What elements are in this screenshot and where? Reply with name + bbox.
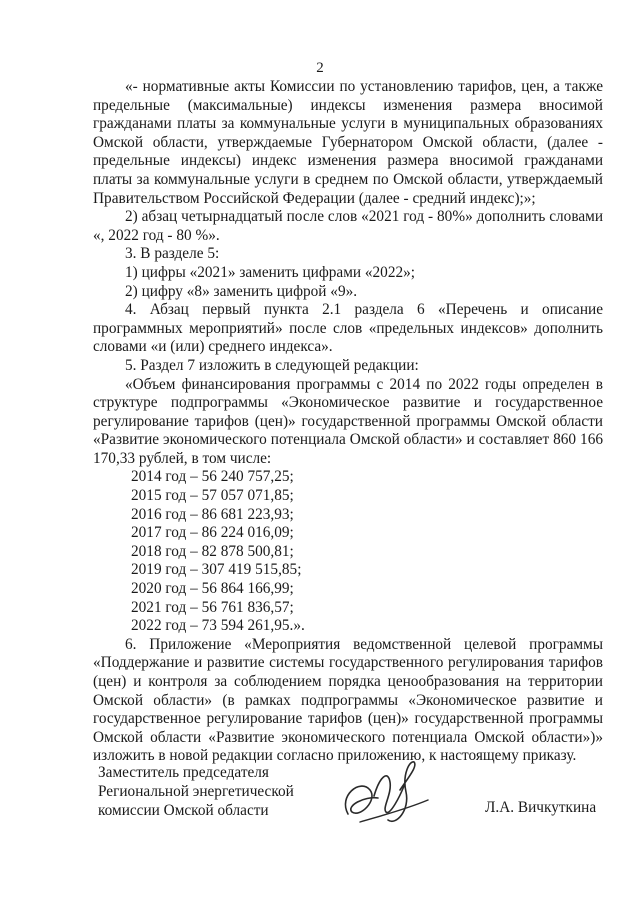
paragraph-funding-volume: «Объем финансирования программы с 2014 по 2022 годы определен в структуре подпрограммы «Экономическое развитие и государственное регулирование тарифов (цен)» государственной программы Омской области «Развитие экономического потенциала Омской области» и составляет 860 166 170,33 рублей, в том числе: — [93, 375, 603, 467]
document-body — [93, 78, 603, 766]
funding-year-item: 2022 год – 73 594 261,95.». — [131, 617, 305, 635]
signatory-title — [98, 763, 294, 820]
handwritten-signature — [330, 756, 440, 840]
funding-year-item: 2015 год – 57 057 071,85; — [131, 487, 294, 505]
funding-year-item: 2016 год – 86 681 223,93; — [131, 505, 294, 523]
funding-year-item: 2021 год – 56 761 836,57; — [131, 598, 294, 616]
paragraph-section-5-item-1: 1) цифры «2021» заменить цифрами «2022»; — [125, 263, 416, 281]
paragraph-amendment-2: 2) абзац четырнадцатый после слов «2021 год - 80%» дополнить словами «, 2022 год - 80 %». — [93, 208, 603, 244]
funding-year-item: 2020 год – 56 864 166,99; — [131, 580, 294, 598]
signatory-title-line: комиссии Омской области — [98, 802, 269, 819]
paragraph-section-6: 4. Абзац первый пункта 2.1 раздела 6 «Перечень и описание программных мероприятий» после слов «предельных индексов» дополнить словами «и (или) среднего индекса». — [93, 301, 603, 356]
paragraph-section-5-item-2: 2) цифру «8» заменить цифрой «9». — [125, 282, 358, 300]
signatory-name: Л.А. Вичкуткина — [485, 799, 597, 816]
paragraph-appendix: 6. Приложение «Мероприятия ведомственной целевой программы «Поддержание и развитие системы государственного регулирования тарифов (цен) и контроля за соблюдением порядка ценообразования на территории Омской области» (в рамках подпрограммы «Экономическое развитие и государственное регулирование тарифов (цен)» государственной программы Омской области «Развитие экономического потенциала Омской области»)» изложить в новой редакции согласно приложению, к настоящему приказу. — [93, 635, 603, 765]
funding-by-year-list — [93, 468, 603, 635]
funding-year-item: 2014 год – 56 240 757,25; — [131, 468, 294, 486]
paragraph-section-5: 3. В разделе 5: — [125, 245, 220, 263]
signatory-title-line: Региональной энергетической — [98, 783, 294, 800]
signatory-title-line: Заместитель председателя — [98, 764, 269, 781]
funding-year-item: 2017 год – 86 224 016,09; — [131, 524, 294, 542]
paragraph-normative-acts: «- нормативные акты Комиссии по установлению тарифов, цен, а также предельные (максимальные) индексы изменения размера вносимой гражданами платы за коммунальные услуги в муниципальных образованиях Омской области, утверждаемые Губернатором Омской области, (далее - предельные индексы) индекс изменения размера вносимой гражданами платы за коммунальные услуги в среднем по Омской области, утверждаемый Правительством Российской Федерации (далее - средний индекс);»; — [93, 78, 603, 207]
paragraph-section-7: 5. Раздел 7 изложить в следующей редакции: — [125, 356, 419, 374]
funding-year-item: 2018 год – 82 878 500,81; — [131, 542, 294, 560]
funding-year-item: 2019 год – 307 419 515,85; — [131, 561, 302, 579]
page-number: 2 — [316, 60, 324, 76]
